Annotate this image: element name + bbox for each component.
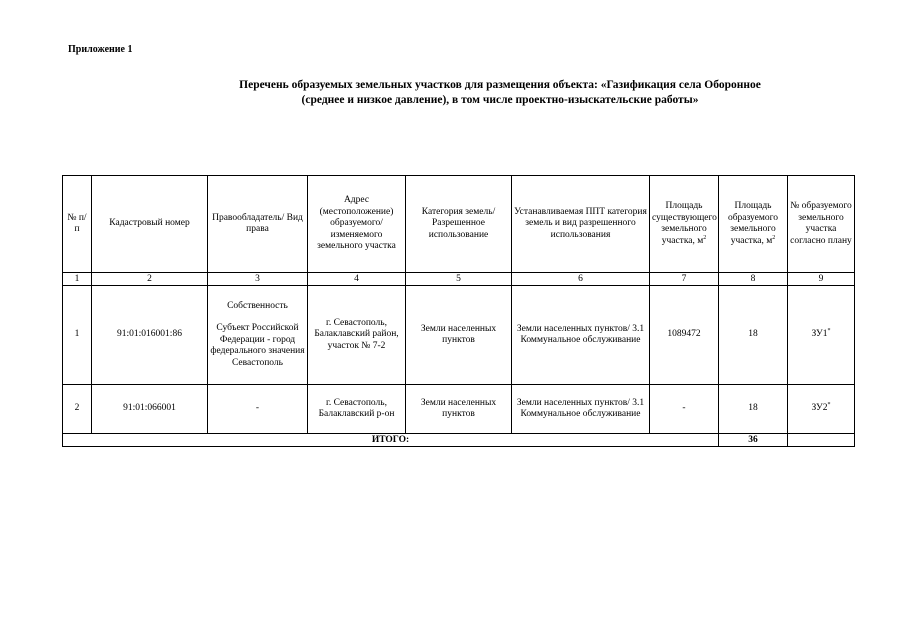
row-address: г. Севастополь, Балаклавский р-он (308, 385, 406, 434)
header-cell-area-existing (650, 176, 719, 273)
title-line-2: (среднее и низкое давление), в том числе проектно-изыскательские работы» (301, 94, 699, 106)
row-owner (208, 385, 308, 434)
row-owner-right: - (255, 403, 260, 414)
row-category: Земли населенных пунктов (406, 286, 512, 385)
col-number: 3 (208, 273, 308, 286)
total-row (63, 434, 855, 447)
row-plot-id-sup: * (827, 328, 831, 335)
row-category: Земли населенных пунктов (406, 385, 512, 434)
header-cell-plot-id: № образуемого земельного участка согласно плану (788, 176, 855, 273)
table-row (63, 385, 855, 434)
row-area-existing: - (650, 385, 719, 434)
land-plots-table (62, 175, 855, 447)
row-cadastral: 91:01:066001 (92, 385, 208, 434)
header-cell-category: Категория земель/ Разрешенное использование (406, 176, 512, 273)
header-area-existing-sup: 2 (703, 234, 707, 241)
row-area-new: 18 (719, 286, 788, 385)
row-plot-id (788, 385, 855, 434)
row-num: 2 (63, 385, 92, 434)
row-plot-id-text: ЗУ1 (811, 329, 828, 340)
col-number: 2 (92, 273, 208, 286)
row-plot-id-text: ЗУ2 (811, 403, 828, 414)
row-owner-right: Собственность (227, 300, 288, 311)
col-number: 7 (650, 273, 719, 286)
row-ppt: Земли населенных пунктов/ 3.1 Коммунальное обслуживание (512, 286, 650, 385)
col-number: 9 (788, 273, 855, 286)
col-number: 4 (308, 273, 406, 286)
header-cell-owner: Правообладатель/ Вид права (208, 176, 308, 273)
header-area-new-text: Площадь образуемого земельного участка, м (727, 201, 779, 246)
header-cell-num: № п/п (63, 176, 92, 273)
document-title (190, 78, 810, 108)
col-number: 1 (63, 273, 92, 286)
col-number: 5 (406, 273, 512, 286)
row-area-existing: 1089472 (650, 286, 719, 385)
col-number: 8 (719, 273, 788, 286)
row-owner-name: Субъект Российской Федерации - город федерального значения Севастополь (210, 323, 305, 368)
row-plot-id-sup: * (827, 402, 831, 409)
appendix-label: Приложение 1 (68, 44, 133, 55)
header-cell-address: Адрес (местоположение) образуемого/ изменяемого земельного участка (308, 176, 406, 273)
total-empty-cell (788, 434, 855, 447)
header-area-existing-text: Площадь существующего земельного участка, м (652, 201, 717, 246)
row-owner (208, 286, 308, 385)
header-area-new-sup: 2 (772, 234, 776, 241)
row-cadastral: 91:01:016001:86 (92, 286, 208, 385)
row-ppt: Земли населенных пунктов/ 3.1 Коммунальное обслуживание (512, 385, 650, 434)
header-cell-ppt: Устанавливаемая ППТ категория земель и вид разрешенного использования (512, 176, 650, 273)
total-label: ИТОГО: (63, 434, 719, 447)
row-plot-id (788, 286, 855, 385)
column-numbers-row (63, 273, 855, 286)
table-row (63, 286, 855, 385)
row-num: 1 (63, 286, 92, 385)
total-value: 36 (719, 434, 788, 447)
title-line-1: Перечень образуемых земельных участков для размещения объекта: «Газификация села Оборонное (239, 79, 761, 91)
table-header-row (63, 176, 855, 273)
col-number: 6 (512, 273, 650, 286)
header-cell-area-new (719, 176, 788, 273)
row-area-new: 18 (719, 385, 788, 434)
header-cell-cadastral: Кадастровый номер (92, 176, 208, 273)
row-address: г. Севастополь, Балаклавский район, участок № 7-2 (308, 286, 406, 385)
